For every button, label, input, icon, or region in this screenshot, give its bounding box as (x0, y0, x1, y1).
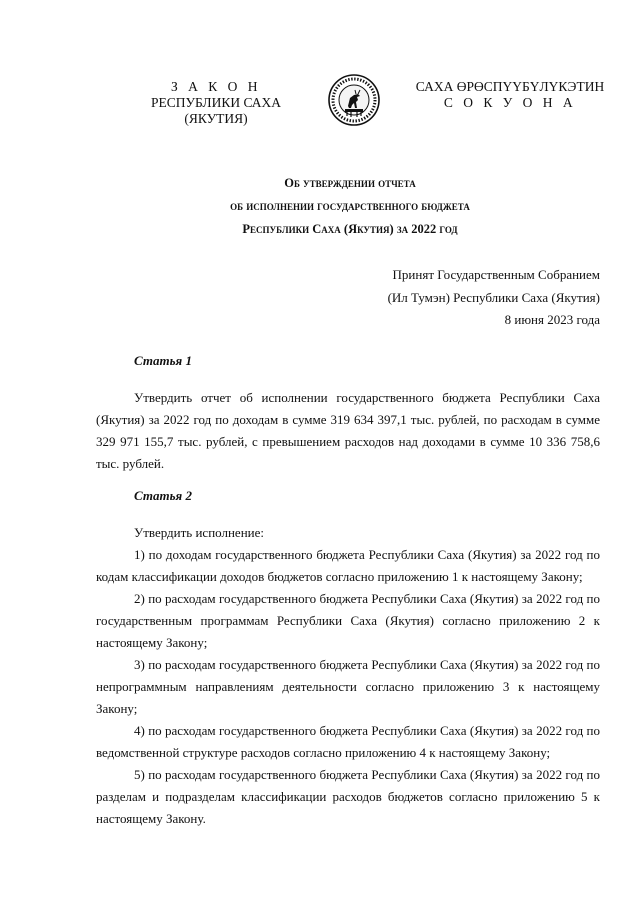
coat-of-arms-emblem-icon (327, 70, 381, 130)
list-item: 2) по расходам государственного бюджета Республики Саха (Якутия) за 2022 год по государственным программам Республики Саха (Якутия) согласно приложению 2 к настоящему Закону; (96, 591, 600, 650)
article-heading: Статья 2 (134, 488, 192, 503)
adoption-note (360, 264, 600, 332)
list-item: 1) по доходам государственного бюджета Республики Саха (Якутия) за 2022 год по кодам классификации доходов бюджетов согласно приложению 1 к настоящему Закону; (96, 547, 600, 584)
document-title-line3: Республики Саха (Якутия) за 2022 год (242, 222, 458, 236)
list-item: 3) по расходам государственного бюджета Республики Саха (Якутия) за 2022 год по непрограммным направлениям деятельности согласно приложению 3 к настоящему Закону; (96, 657, 600, 716)
law-label-sakha: С О К У О Н А (443, 95, 577, 110)
article-heading: Статья 1 (134, 353, 192, 368)
article-2 (96, 485, 600, 830)
document-title-line1: Об утверждении отчета (284, 176, 416, 190)
header-left (118, 79, 314, 127)
republic-name-ru: РЕСПУБЛИКИ САХА (ЯКУТИЯ) (150, 95, 282, 126)
list-item: 5) по расходам государственного бюджета Республики Саха (Якутия) за 2022 год по разделам и подразделам классификации расходов бюджетов согласно приложению 5 к настоящему Закону. (96, 767, 600, 826)
adoption-line1: Принят Государственным Собранием (392, 267, 600, 282)
article-paragraph: Утвердить отчет об исполнении государственного бюджета Республики Саха (Якутия) за 2022 год по доходам в сумме 319 634 397,1 тыс. рублей, по расходам в сумме 329 971 155,7 тыс. рублей, с превышением расходов над доходами в сумме 10 336 758,6 тыс. рублей. (96, 390, 600, 471)
article-1 (96, 350, 600, 475)
header-right (410, 79, 610, 111)
law-label: З А К О Н (170, 79, 261, 94)
article-intro: Утвердить исполнение: (134, 525, 264, 540)
adoption-line2: (Ил Тумэн) Республики Саха (Якутия) (387, 289, 600, 305)
republic-name-sakha: САХА ӨРӨСПҮҮБҮЛҮКЭТИН (415, 79, 605, 94)
list-item: 4) по расходам государственного бюджета Республики Саха (Якутия) за 2022 год по ведомственной структуре расходов согласно приложению 4 к настоящему Закону; (96, 723, 600, 760)
document-title-line2: об исполнении государственного бюджета (230, 199, 470, 213)
adoption-date: 8 июня 2023 года (504, 312, 600, 327)
